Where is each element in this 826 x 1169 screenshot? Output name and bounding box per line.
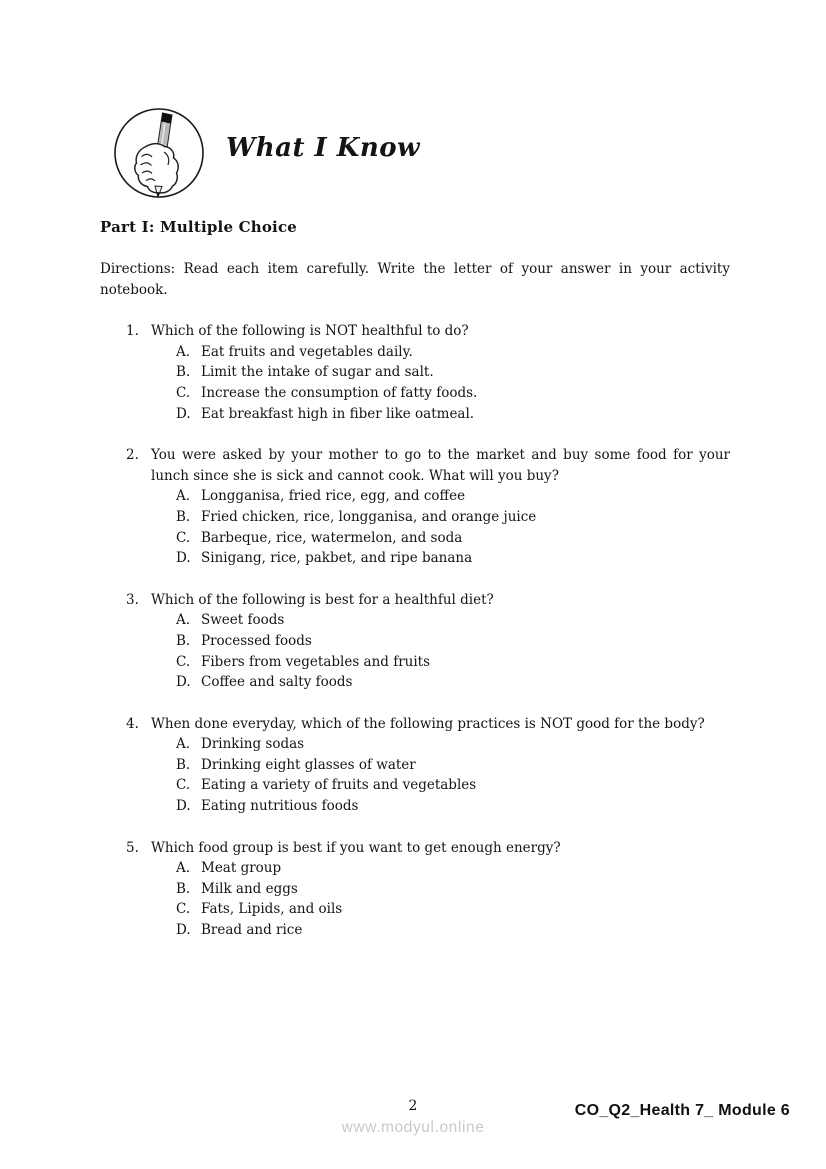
- question-text: Which food group is best if you want to get enough energy?: [151, 839, 561, 856]
- option-text: Fibers from vegetables and fruits: [201, 653, 431, 670]
- question-4: [100, 714, 730, 817]
- question-text: Which of the following is best for a healthful diet?: [151, 591, 494, 608]
- option-c: [100, 528, 730, 549]
- directions-text: Directions: Read each item carefully. Write the letter of your answer in your activity notebook.: [100, 261, 730, 298]
- option-letter: C.: [176, 384, 191, 401]
- option-text: Bread and rice: [201, 922, 303, 939]
- option-d: [100, 920, 730, 941]
- option-text: Sinigang, rice, pakbet, and ripe banana: [201, 550, 473, 567]
- option-c: [100, 652, 730, 673]
- option-text: Eating nutritious foods: [201, 798, 359, 815]
- question-text: You were asked by your mother to go to the market and buy some food for your lunch since she is sick and cannot cook. What will you buy?: [151, 447, 730, 484]
- option-letter: A.: [176, 343, 191, 360]
- question-text-row: [100, 590, 730, 611]
- option-d: [100, 672, 730, 693]
- option-text: Fried chicken, rice, longganisa, and orange juice: [201, 508, 537, 525]
- option-letter: D.: [176, 798, 191, 815]
- question-number: 3.: [126, 591, 139, 608]
- option-text: Eating a variety of fruits and vegetables: [201, 777, 477, 794]
- option-c: [100, 899, 730, 920]
- option-letter: A.: [176, 488, 191, 505]
- option-letter: B.: [176, 508, 191, 525]
- option-d: [100, 548, 730, 569]
- option-text: Meat group: [201, 860, 282, 877]
- question-number: 2.: [126, 447, 139, 464]
- option-text: Fats, Lipids, and oils: [201, 901, 343, 918]
- option-text: Limit the intake of sugar and salt.: [201, 364, 434, 381]
- question-text: Which of the following is NOT healthful to do?: [151, 323, 469, 340]
- option-text: Sweet foods: [201, 612, 285, 629]
- part-heading: Part I: Multiple Choice: [100, 218, 298, 236]
- option-letter: C.: [176, 777, 191, 794]
- option-letter: B.: [176, 364, 191, 381]
- option-d: [100, 404, 730, 425]
- option-a: [100, 486, 730, 507]
- option-text: Coffee and salty foods: [201, 674, 353, 691]
- option-letter: A.: [176, 860, 191, 877]
- option-text: Increase the consumption of fatty foods.: [201, 384, 478, 401]
- question-text-row: [100, 838, 730, 859]
- option-text: Eat breakfast high in fiber like oatmeal.: [201, 405, 475, 422]
- option-letter: B.: [176, 632, 191, 649]
- question-text: When done everyday, which of the following practices is NOT good for the body?: [151, 715, 705, 732]
- option-d: [100, 796, 730, 817]
- option-letter: D.: [176, 550, 191, 567]
- question-list: [100, 321, 730, 940]
- option-text: Drinking sodas: [201, 736, 305, 753]
- option-letter: B.: [176, 880, 191, 897]
- option-letter: C.: [176, 529, 191, 546]
- option-b: [100, 631, 730, 652]
- page-number: 2: [408, 1098, 418, 1114]
- option-letter: D.: [176, 674, 191, 691]
- option-text: Drinking eight glasses of water: [201, 756, 416, 773]
- option-text: Processed foods: [201, 632, 312, 649]
- option-b: [100, 755, 730, 776]
- option-a: [100, 858, 730, 879]
- option-a: [100, 610, 730, 631]
- option-text: Longganisa, fried rice, egg, and coffee: [201, 488, 466, 505]
- question-number: 1.: [126, 323, 139, 340]
- hand-writing-pencil-icon: [112, 105, 206, 201]
- watermark-text: www.modyul.online: [341, 1119, 485, 1136]
- option-letter: A.: [176, 736, 191, 753]
- option-letter: D.: [176, 922, 191, 939]
- page-title: What I Know: [226, 133, 420, 163]
- question-text-row: [100, 321, 730, 342]
- module-label: CO_Q2_Health 7_ Module 6: [574, 1102, 790, 1119]
- option-b: [100, 879, 730, 900]
- option-text: Eat fruits and vegetables daily.: [201, 343, 413, 360]
- question-2: [100, 445, 730, 569]
- question-3: [100, 590, 730, 693]
- option-a: [100, 342, 730, 363]
- option-b: [100, 362, 730, 383]
- question-5: [100, 838, 730, 941]
- option-letter: D.: [176, 405, 191, 422]
- question-text-row: [100, 445, 730, 486]
- option-letter: A.: [176, 612, 191, 629]
- question-text-row: [100, 714, 730, 735]
- option-letter: C.: [176, 653, 191, 670]
- option-a: [100, 734, 730, 755]
- option-c: [100, 775, 730, 796]
- option-text: Milk and eggs: [201, 880, 298, 897]
- option-b: [100, 507, 730, 528]
- page-content: [100, 218, 730, 962]
- option-c: [100, 383, 730, 404]
- question-number: 4.: [126, 715, 139, 732]
- question-1: [100, 321, 730, 424]
- option-letter: B.: [176, 756, 191, 773]
- option-letter: C.: [176, 901, 191, 918]
- option-text: Barbeque, rice, watermelon, and soda: [201, 529, 463, 546]
- question-number: 5.: [126, 839, 139, 856]
